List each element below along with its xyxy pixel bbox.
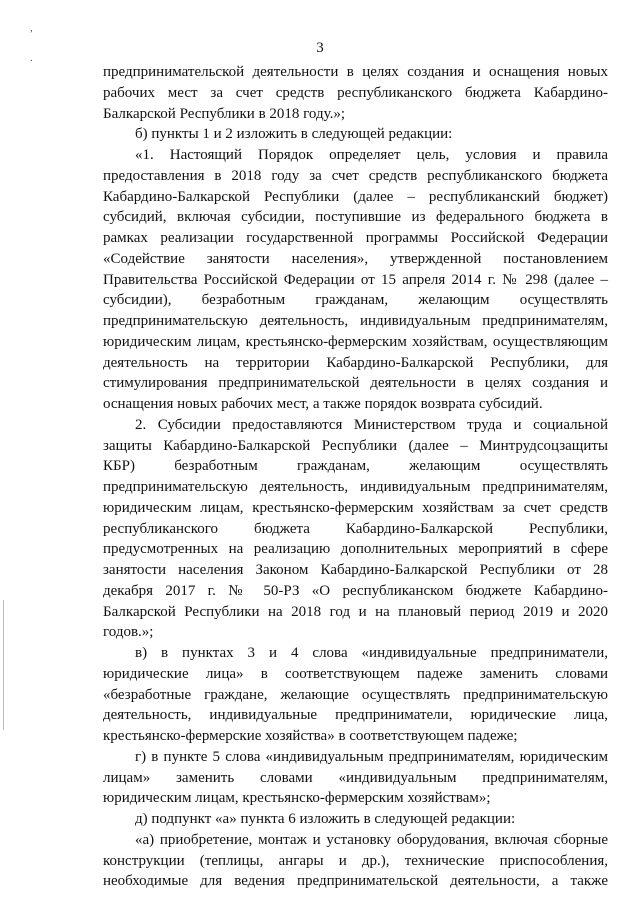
text-line: юридическим лицам, крестьянско-фермерским хозяйствам»; <box>103 790 491 807</box>
text-line: лицам» заменить словами «индивидуальным предпринимателям, <box>103 769 608 786</box>
text-line: юридическим лицам, крестьянско-фермерским хозяйствам, осуществляющим <box>103 333 608 350</box>
text-line: деятельность, индивидуальные предприниматели, юридические лица, <box>103 707 608 724</box>
text-line: республиканского бюджета Кабардино-Балкарской Республики, <box>103 520 608 537</box>
text-line: в) в пунктах 3 и 4 слова «индивидуальные предприниматели, <box>135 645 608 661</box>
text-line: предоставления в 2018 году за счет средств республиканского бюджета <box>103 167 608 184</box>
text-line: Правительства Российской Федерации от 15 апреля 2014 г. № 298 (далее – <box>103 271 608 288</box>
text-line: «безработные граждане, желающие осуществлять предпринимательскую <box>103 686 608 703</box>
text-line: конструкции (теплицы, ангары и др.), технические приспособления, <box>103 852 608 869</box>
text-line: рабочих мест за счет средств республиканского бюджета Кабардино- <box>103 84 608 101</box>
text-line: Балкарской Республики на 2018 год и на плановый период 2019 и 2020 <box>103 603 608 620</box>
text-line: оснащения новых рабочих мест, а также порядок возврата субсидий. <box>103 396 543 412</box>
text-line: д) подпункт «а» пункта 6 изложить в следующей редакции: <box>135 811 516 827</box>
text-line: Балкарской Республики в 2018 году.»; <box>103 105 346 122</box>
text-line: годов.»; <box>103 624 154 641</box>
text-line: Кабардино-Балкарской Республики (далее – республиканский бюджет) <box>103 188 608 205</box>
text-line: деятельность на территории Кабардино-Балкарской Республики, для <box>103 354 608 371</box>
scan-edge-line <box>3 600 4 730</box>
text-line: защиты Кабардино-Балкарской Республики (далее – Минтрудсоцзащиты <box>103 437 608 454</box>
page-number: 3 <box>316 40 324 56</box>
text-line: КБР) безработным гражданам, желающим осуществлять <box>103 458 608 475</box>
text-line: «а) приобретение, монтаж и установку оборудования, включая сборные <box>135 831 608 848</box>
text-line: юридические лица» в соответствующем падеже заменить словами <box>103 665 608 682</box>
text-line: субсидий, включая субсидии, поступившие из федерального бюджета в <box>103 209 608 226</box>
text-line: рамках реализации государственной программы Российской Федерации <box>103 230 608 246</box>
text-line: «Содействие занятости населения», утвержденной постановлением <box>103 250 608 267</box>
text-line: предпринимательской деятельности в целях создания и оснащения новых <box>103 64 608 80</box>
text-line: декабря 2017 г. № 50-РЗ «О республиканском бюджете Кабардино- <box>103 582 608 599</box>
text-line: крестьянско-фермерские хозяйства» в соответствующем падеже; <box>103 728 518 744</box>
text-line: г) в пункте 5 слова «индивидуальным предпринимателям, юридическим <box>135 748 608 765</box>
text-line: 2. Субсидии предоставляются Министерством труда и социальной <box>135 416 608 433</box>
text-line: предпринимательскую деятельность, индивидуальным предпринимателям, <box>103 313 608 329</box>
text-line: необходимые для ведения предпринимательской деятельности, а также <box>103 873 608 890</box>
document-body <box>103 62 608 892</box>
text-line: юридическим лицам, крестьянско-фермерским хозяйствам за счет средств <box>103 499 608 516</box>
text-line: б) пункты 1 и 2 изложить в следующей редакции: <box>135 126 453 143</box>
text-line: предусмотренных на реализацию дополнительных мероприятий в сфере <box>103 541 608 558</box>
text-line: стимулирования предпринимательской деятельности в целях создания и <box>103 375 608 392</box>
scan-mark-side: . <box>30 52 33 64</box>
text-line: субсидии), безработным гражданам, желающим осуществлять <box>103 292 608 309</box>
text-line: «1. Настоящий Порядок определяет цель, условия и правила <box>135 147 608 163</box>
scan-mark-top: , <box>30 22 33 34</box>
text-line: предпринимательскую деятельность, индивидуальным предпринимателям, <box>103 479 608 495</box>
text-line: занятости населения Законом Кабардино-Балкарской Республики от 28 <box>103 562 608 578</box>
